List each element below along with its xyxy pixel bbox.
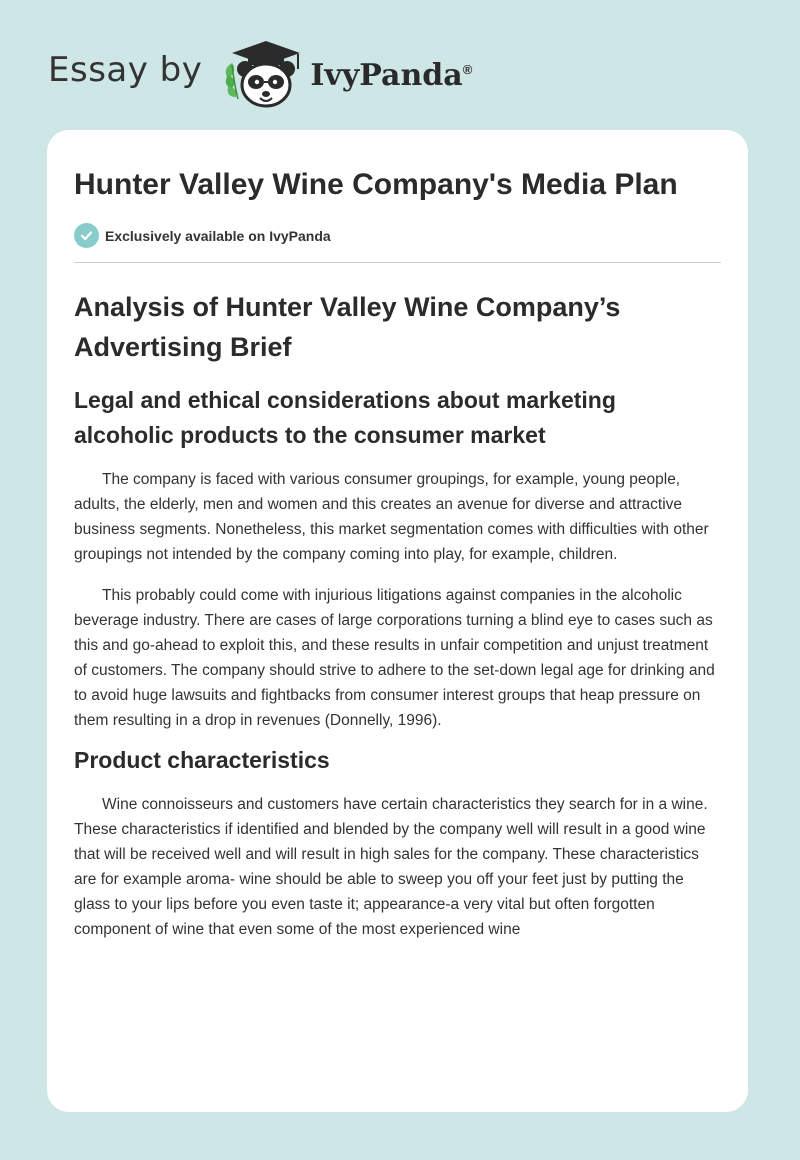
exclusive-label: Exclusively available on IvyPanda [105, 227, 331, 244]
panda-graduate-logo-icon [218, 39, 308, 109]
article-card [47, 130, 748, 1112]
brand-name[interactable]: IvyPanda® [310, 57, 473, 93]
paragraph: The company is faced with various consumer groupings, for example, young people, adults, the elderly, men and women and this creates an avenue for diverse and attractive business segments. Nonetheless, this market segmentation comes with difficulties with other groupings not intended by the company coming into play, for example, children. [74, 471, 709, 563]
article-title: Hunter Valley Wine Company's Media Plan [74, 168, 678, 201]
registered-mark: ® [462, 61, 473, 77]
subsection-heading: Legal and ethical considerations about marketing alcoholic products to the consumer market [74, 387, 616, 448]
site-header [48, 34, 472, 114]
subsection-heading: Product characteristics [74, 747, 330, 773]
paragraph: Wine connoisseurs and customers have certain characteristics they search for in a wine. These characteristics if identified and blended by the company well will result in a good wine that will be received well and will result in high sales for the company. These characteristics are for example aroma- wine should be able to sweep you off your feet just by putting the glass to your lips before you even taste it; appearance-a very vital but often forgotten component of wine that even some of the most experienced wine [74, 796, 708, 938]
check-circle-icon [74, 223, 99, 248]
divider [74, 262, 721, 263]
paragraph: This probably could come with injurious litigations against companies in the alcoholic beverage industry. There are cases of large corporations turning a blind eye to cases such as this and go-ahead to exploit this, and these results in unfair competition and unjust treatment of customers. The company should strive to adhere to the set-down legal age for drinking and to avoid huge lawsuits and fightbacks from consumer interest groups that heap pressure on them resulting in a drop in revenues (Donnelly, 1996). [74, 587, 715, 729]
section-heading: Analysis of Hunter Valley Wine Company’s Advertising Brief [74, 292, 621, 362]
essay-by-label: Essay by [48, 50, 203, 90]
exclusive-badge [74, 223, 721, 248]
